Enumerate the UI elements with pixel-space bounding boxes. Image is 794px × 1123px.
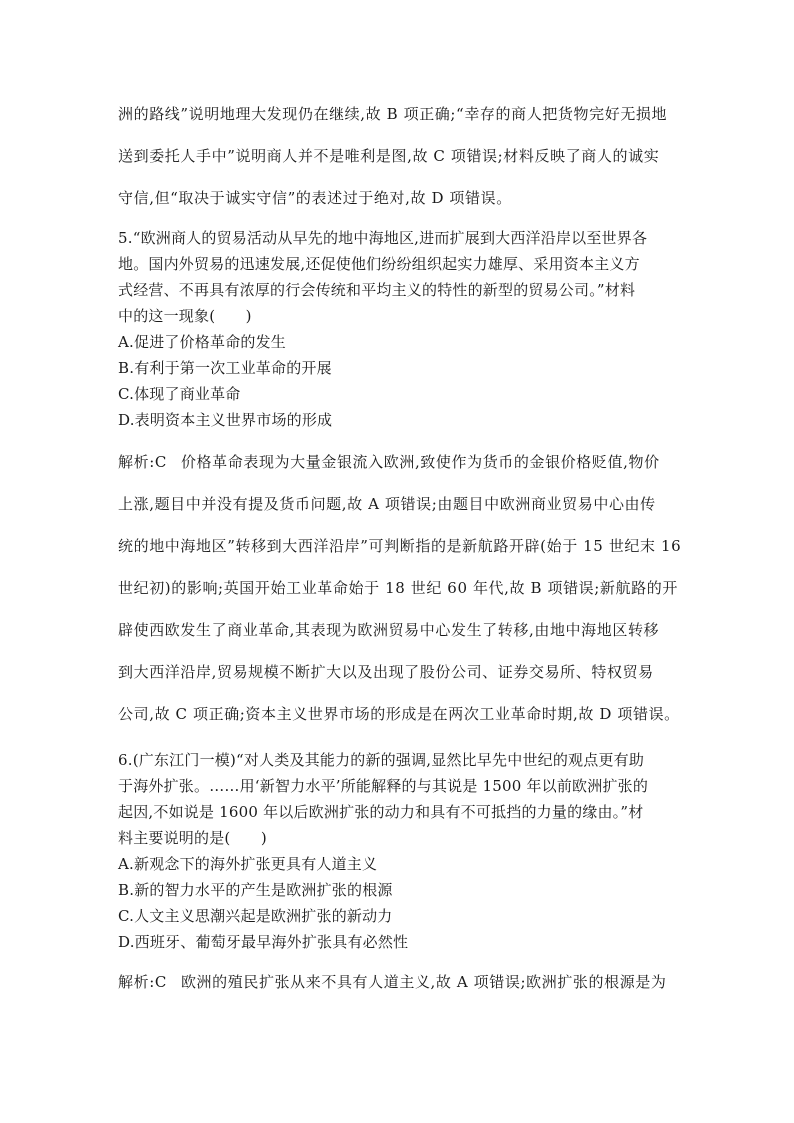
q6-answer-text: 欧洲的殖民扩张从来不具有人道主义,故 A 项错误;欧洲扩张的根源是为	[180, 973, 667, 991]
q5-option-a: A.促进了价格革命的发生	[118, 333, 287, 351]
q5-stem-line: 式经营、不再具有浓厚的行会传统和平均主义的特性的新型的贸易公司。”材料	[118, 281, 636, 299]
q5-answer-line: 公司,故 C 项正确;资本主义世界市场的形成是在两次工业革命时期,故 D 项错误。	[118, 705, 680, 723]
q5-answer-line: 上涨,题目中并没有提及货币问题,故 A 项错误;由题目中欧洲商业贸易中心由传	[118, 495, 656, 513]
q5-answer-line: 辟使西欧发生了商业革命,其表现为欧洲贸易中心发生了转移,由地中海地区转移	[118, 621, 660, 639]
q6-answer-first-line	[118, 972, 678, 992]
q6-option-c: C.人文主义思潮兴起是欧洲扩张的新动力	[118, 907, 393, 925]
q6-stem-line: 于海外扩张。……用‘新智力水平’所能解释的与其说是 1500 年以前欧洲扩张的	[118, 777, 649, 795]
q5-option-c: C.体现了商业革命	[118, 385, 241, 403]
q5-option-b: B.有利于第一次工业革命的开展	[118, 359, 332, 377]
q6-stem-line: 起因,不如说是 1600 年以后欧洲扩张的动力和具有不可抵挡的力量的缘由。”材	[118, 803, 644, 821]
q5-answer-first-line	[118, 452, 678, 472]
q6-option-d: D.西班牙、葡萄牙最早海外扩张具有必然性	[118, 933, 409, 951]
q5-answer-line: 到大西洋沿岸,贸易规模不断扩大以及出现了股份公司、证券交易所、特权贸易	[118, 663, 654, 681]
q6-option-b: B.新的智力水平的产生是欧洲扩张的根源	[118, 881, 393, 899]
q5-stem-line: 中的这一现象( )	[118, 307, 252, 325]
prev-answer-line: 守信,但“取决于诚实守信”的表述过于绝对,故 D 项错误。	[118, 189, 512, 207]
q5-answer-label: 解析:C	[118, 453, 167, 471]
q5-answer-text: 价格革命表现为大量金银流入欧洲,致使作为货币的金银价格贬值,物价	[180, 453, 660, 471]
q5-option-d: D.表明资本主义世界市场的形成	[118, 411, 333, 429]
q6-stem-line: 6.(广东江门一模)“对人类及其能力的新的强调,显然比早先中世纪的观点更有助	[118, 751, 645, 769]
q5-stem-line: 5.“欧洲商人的贸易活动从早先的地中海地区,进而扩展到大西洋沿岸以至世界各	[118, 229, 648, 247]
q6-stem-line: 料主要说明的是( )	[118, 829, 267, 847]
q6-option-a: A.新观念下的海外扩张更具有人道主义	[118, 855, 378, 873]
q5-answer-line: 统的地中海地区”转移到大西洋沿岸”可判断指的是新航路开辟(始于 15 世纪末 16	[118, 537, 682, 555]
prev-answer-line: 送到委托人手中”说明商人并不是唯利是图,故 C 项错误;材料反映了商人的诚实	[118, 147, 660, 165]
q6-answer-label: 解析:C	[118, 973, 167, 991]
prev-answer-line: 洲的路线”说明地理大发现仍在继续,故 B 项正确;“幸存的商人把货物完好无损地	[118, 105, 668, 123]
q5-stem-line: 地。国内外贸易的迅速发展,还促使他们纷纷组织起实力雄厚、采用资本主义方	[118, 255, 640, 273]
q5-answer-line: 世纪初)的影响;英国开始工业革命始于 18 世纪 60 年代,故 B 项错误;新航路的开	[118, 579, 678, 597]
